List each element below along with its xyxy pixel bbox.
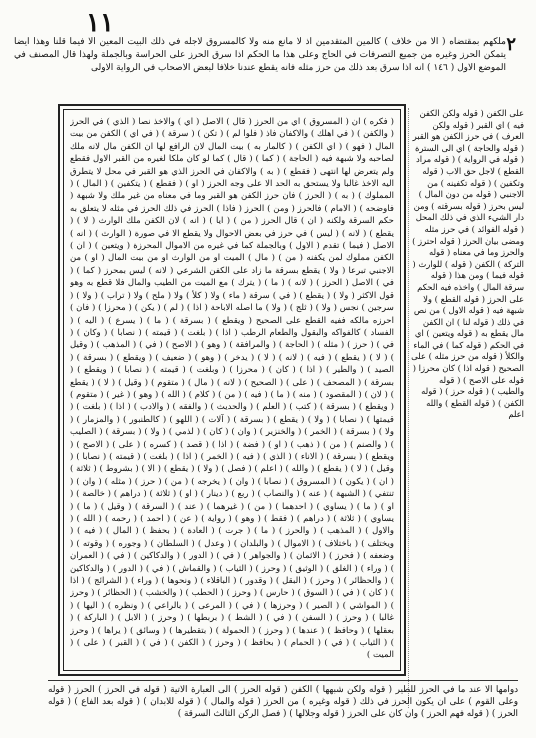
margin-commentary bbox=[410, 108, 524, 714]
bottom-text: دوامها الا عند ما في الحرز للطير ( قوله ولكن شبهها ) الكفن ( قوله الحرز ) الى العبارة الاتية ( قوله في الحرز ) الحرز ( قوله وعلى القوم ) على ان يكون الحرز في ذلك ( قوله وغيره ) من الحرز ( قوله والمال ) ( قوله للابدان ) ( قوله بعد الفاع ) ( قوله الحرز ) ( قوله فهم الحرز ) وان كان على الحرز ( قوله وجلالها ) ( فصل الركن الثالث السرقة ) bbox=[48, 685, 518, 719]
bottom-paragraph bbox=[48, 684, 518, 720]
top-text: ملكهم بمقتضاه ( الا من خلاف ) كالمين المتقدمين اذ لا مانع منه ولا كالمسروق لاجله في ذلك البيت المعين الا فيما قلنا وهذا ايضا يتمكن الحرز وغيره من جميع التصرفات في الحاج وعلى هذا ما الحكم اذا سرق الحرز على الحراسة وبالجملة ولهذا قال المصنف في الموضع الاول ( ١٤٦ ) انه اذا سرق بعد ذلك من حرز مثله فانه يقطع عندنا خلافا لبعض الاصحاب في الرواية الاولى bbox=[14, 37, 506, 73]
page-number: ١١ bbox=[86, 8, 114, 38]
main-text: ( فكره ) ان ( المسروق ) اي من الحرز ( قال ) الاصل ( اي ) والاخذ نصا ( الذي ) في الحرز ( والكفن ) ( في اهلك ) والاكفان فاذ ( فلوا لم ) ( تكن ) ( سرقة ) ( في اي ) الكفن من بيت المال ( فهو ) ( اي الكفن ) ( كالمار به ) بيت المال لان الرافع لها ان الكفن مال لانه ملك لصاحبه ولا شبهة فيه ( الحاجة ) ( كما ) ( قال ) كما لو كان ملكا لغيره من القبر الاول فقطع ولم يتعرض لها انتهى ( فقطع ) ( به ) والاكفان في الحرز الذي هو القبر في محل لا يتطرق اليه الاخذ غالبا ولا يستحق به الحد الا على وجه الحرز ( او ) ( فقطع ) ( يتكفين ) ( المال ) ( المملوك ) ( به ) ( الحرز ) فان حرز الكفن هو القبر وما في معناه من غير ملك ولا شبهة ( فاوضحه ) ( الامام ) فالحرز ( ومن ) الحرز ( فاذا ) الحرز في ذلك الحرز في مثله لا يتعلق به حكم السرقة ولكنه ( ان ) قال الحرز ( من ) ( ايا ) ( انه ) لان الكفن ملك الوارث ( لا ) ( يقطع ) ( لانه ) ( ليس ) في حرز في بعض الاحوال ولا يقطع الا في صورة ( الوارث ) ( انه ) الاصل ( فيما ) تقدم ( الاول ) وبالجملة كما في غيره من الاموال المحرزة ( ويتعين ) ( ان ) الكفن مملوك لمن يكفنه ( من ) ( مال ) الميت او من الوارث او من بيت المال ( او ) من الاجنبي تبرعا ( ولا ) يقطع بسرقة ما زاد على الكفن الشرعي ( لانه ) ليس بمحرز ( كما ) ( في ) الاصل ( الحرز ) ( لانه ) ( ما ) ( يترك ) مع الميت من الطيب والمال فلا قطع به وهو قول الاكثر ( ولا ) ( يقطع ) ( في ) سرقة ( ماء ) ولا ( كلأ ) ولا ( ملح ) ولا ( تراب ) ( ولا ) ( سرجين ) نجس ( ولا ) ( ثلج ) ( ولا ) ما اصله الاباحة ( اذا ) ( لم ) ( يكن ) ( محرزا ) ( فان ) احرزه مالكه ففيه القطع على الصحيح ( ويقطع ) ( بسرقة ) ( ما ) ( يسرع ) ( اليه ) ( الفساد ) كالفواكه والبقول والطعام الرطب ( اذا ) ( بلغت ) ( قيمته ) ( نصابا ) ( وكان ) ( في ) ( حرز ) ( مثله ) ( الحاجة ) ( والمرافقة ) ( وهو ) ( الاصح ) ( في ) ( المذهب ) ( وقيل ) ( لا ) ( يقطع ) ( فيه ) ( لانه ) ( لا ) ( يدخر ) ( وهو ) ( ضعيف ) ( ويقطع ) ( بسرقة ) ( الصيد ) ( والطير ) ( اذا ) ( كان ) ( محرزا ) ( وبلغت ) ( قيمته ) ( نصابا ) ( ويقطع ) ( بسرقة ) ( المصحف ) ( على ) ( الصحيح ) ( لانه ) ( مال ) ( متقوم ) ( وقيل ) ( لا ) ( يقطع ) ( لان ) ( المقصود ) ( منه ) ( ما ) ( فيه ) ( من ) ( كلام ) ( الله ) ( وهو ) ( غير ) ( متقوم ) ( ويقطع ) ( بسرقة ) ( كتب ) ( العلم ) ( والحديث ) ( والفقه ) ( والادب ) ( اذا ) ( بلغت ) ( قيمتها ) ( نصابا ) ( ولا ) ( يقطع ) ( بسرقة ) ( آلات ) ( اللهو ) ( كالطنبور ) ( والمزمار ) ( ولا ) ( بسرقة ) ( الخمر ) ( والخنزير ) ( وان ) ( كان ) ( لذمي ) ( ولا ) ( بسرقة ) ( الصليب ) ( والصنم ) ( من ) ( ذهب ) ( او ) ( فضة ) ( اذا ) ( قصد ) ( كسره ) ( على ) ( الاصح ) ( ويقطع ) ( بسرقة ) ( الاناء ) ( الذي ) ( فيه ) ( الخمر ) ( اذا ) ( بلغت ) ( قيمته ) ( نصابا ) ( وقيل ) ( لا ) ( يقطع ) ( والله ) ( اعلم ) ( فصل ) ( ولا ) ( يقطع ) ( الا ) ( بشروط ) ( ثلاثة ) ( ان ) ( يكون ) ( المسروق ) ( نصابا ) ( وان ) ( يخرجه ) ( من ) ( حرز ) ( مثله ) ( وان ) ( تنتفي ) ( الشبهة ) ( عنه ) ( والنصاب ) ( ربع ) ( دينار ) ( او ) ( ثلاثة ) ( دراهم ) ( خالصة ) ( او ) ( ما ) ( يساوي ) ( احدهما ) ( من ) ( غيرهما ) ( عند ) ( السرقة ) ( وقيل ) ( ما ) ( يساوي ) ( ثلاثة ) ( دراهم ) ( فقط ) ( وهو ) ( رواية ) ( عن ) ( احمد ) ( رحمه ) ( الله ) ( والاول ) ( المذهب ) ( والحرز ) ( ما ) ( جرت ) ( العادة ) ( بحفظ ) ( المال ) ( فيه ) ( ويختلف ) ( باختلاف ) ( الاموال ) ( والبلدان ) ( وعدل ) ( السلطان ) ( وجوره ) ( وقوته ) ( وضعفه ) ( فحرز ) ( الاثمان ) ( والجواهر ) ( في ) ( الدور ) ( والدكاكين ) ( في ) ( العمران ) ( وراء ) ( الغلق ) ( الوثيق ) ( وحرز ) ( الثياب ) ( والقماش ) ( في ) ( الدور ) ( والدكاكين ) ( والحظائر ) ( وحرز ) ( البقل ) ( وقدور ) ( الباقلاء ) ( ونحوها ) ( وراء ) ( الشرائج ) ( اذا ) ( كان ) ( في ) ( السوق ) ( حارس ) ( وحرز ) ( الحطب ) ( والخشب ) ( الحظائر ) ( وحرز ) ( المواشي ) ( الصير ) ( وحرزها ) ( في ) ( المرعى ) ( بالراعي ) ( ونظره ) ( اليها ) ( غالبا ) ( وحرز ) ( السفن ) ( في ) ( الشط ) ( بربطها ) ( وحرز ) ( الابل ) ( الباركة ) ( بعقلها ) ( وحافظ ) ( عندها ) ( وحرز ) ( الحمولة ) ( بتقطيرها ) ( وسائق ) ( يراها ) ( وحرز ) ( الثياب ) ( في ) ( الحمام ) ( بحافظ ) ( وحرز ) ( الكفن ) ( في ) ( القبر ) ( على ) ( الميت ) bbox=[70, 117, 394, 661]
top-paragraph bbox=[14, 36, 506, 75]
margin-text: على الكفن ( قوله ولكن الكفن فيه ) اي القبر ( قوله ولكن العرف ) في حرز الكفن هو القبر ( قوله والحاجة ) اي الى السترة ( قوله في الرواية ) ( قوله مراد القطع ) لاجل حق الاب ( قوله وتكفين ) ( قوله تكفينه ) من الاجنبي ( قوله من دون المال ) ليس بحرز ( قوله بسرقته ) ومن دار الشيء الذي في ذلك المحل ( قوله الفوائد ) في حرز مثله ومضى بيان الحرز ( قوله احترز ) والحرز وما في معناه ( قوله التركة ) الكفن ( قوله ) للوارث ( قوله فيما ) ومن هذا ( قوله سرقة المال ) واخذه فيه الحكم على الحرز ( قوله القطع ) ولا شبهة فيه ( قوله الاول ) من نص في ذلك ( قوله لنا ) ان الكفن مال يقطع به ( قوله ويتعين ) اي في الحكم ( قوله كما ) في الماء والكلأ ( قوله من حرز مثله ) على الصحيح ( قوله اذا ) كان محرزا ( قوله على الاصح ) ( قوله والطيب ) ( قوله حرز ) ( قوله الكفن ) ( قوله القطع ) والله اعلم bbox=[411, 108, 524, 420]
main-text-frame bbox=[58, 104, 406, 676]
footnote-rule bbox=[48, 680, 518, 681]
main-text-column bbox=[70, 116, 394, 664]
corner-mark: ٢ bbox=[506, 34, 516, 55]
